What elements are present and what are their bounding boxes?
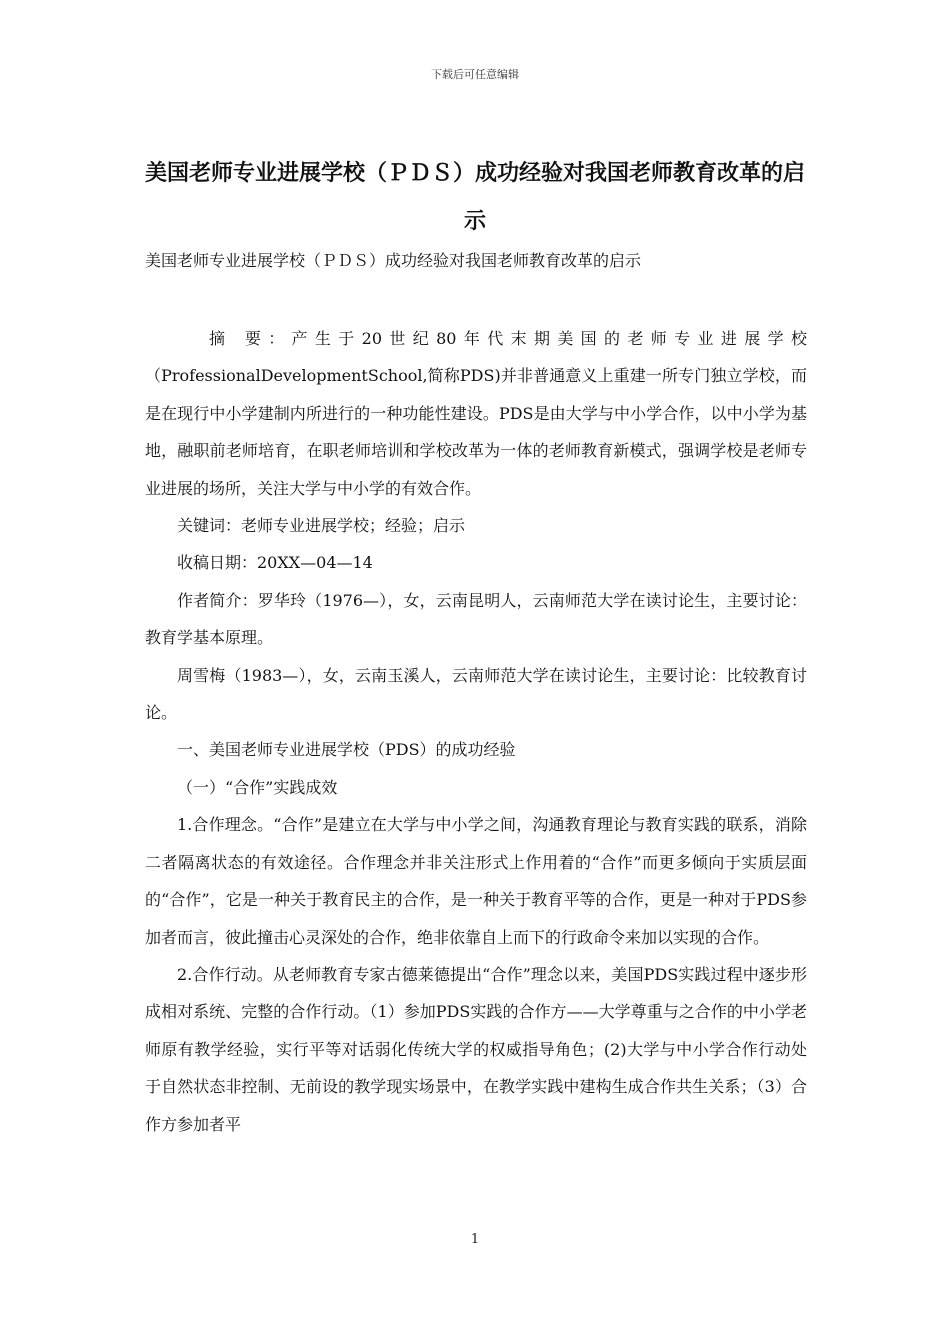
body-paragraph: 2.合作行动。从老师教育专家古德莱德提出“合作”理念以来，美国PDS实践过程中逐步形成相对系统、完整的合作行动。（1）参加PDS实践的合作方——大学尊重与之合作的中小学老师原有教学经验，实行平等对话弱化传统大学的权威指导角色；(2)大学与中小学合作行动处于自然状态非控制、无前设的教学现实场景中，在教学实践中建构生成合作共生关系；（3）合作方参加者平 (145, 964, 807, 1134)
page-number: 1 (470, 1232, 480, 1247)
header-note: 下载后可任意编辑 (431, 68, 519, 81)
document-title: 美国老师专业进展学校（ＰＤＳ）成功经验对我国老师教育改革的启示 (144, 161, 805, 234)
subsection-heading: （一）“合作”实践成效 (177, 777, 338, 797)
second-author-paragraph: 周雪梅（1983—），女，云南玉溪人，云南师范大学在读讨论生，主要讨论：比较教育讨论。 (145, 665, 807, 723)
section-heading: 一、美国老师专业进展学校（PDS）的成功经验 (177, 740, 516, 760)
body-paragraph: 1.合作理念。“合作”是建立在大学与中小学之间，沟通教育理论与教育实践的联系，消除二者隔离状态的有效途径。合作理念并非关注形式上作用着的“合作”而更多倾向于实质层面的“合作”，它是一种关于教育民主的合作，是一种关于教育平等的合作，更是一种对于PDS参加者而言，彼此撞击心灵深处的合作，绝非依靠自上而下的行政命令来加以实现的合作。 (145, 815, 807, 947)
document-body (145, 320, 807, 1143)
received-date-paragraph: 收稿日期：20XX—04—14 (177, 553, 373, 573)
author-bio-paragraph: 作者简介：罗华玲（1976—），女，云南昆明人，云南师范大学在读讨论生，主要讨论：教育学基本原理。 (145, 590, 807, 648)
abstract-paragraph: 摘 要：产生于20世纪80年代末期美国的老师专业进展学校（ProfessionalDevelopmentSchool,简称PDS)并非普通意义上重建一所专门独立学校，而是在现行中小学建制内所进行的一种功能性建设。PDS是由大学与中小学合作，以中小学为基地，融职前老师培育，在职老师培训和学校改革为一体的老师教育新模式，强调学校是老师专业进展的场所，关注大学与中小学的有效合作。 (145, 329, 807, 498)
keywords-paragraph: 关键词：老师专业进展学校；经验；启示 (177, 516, 466, 536)
document-subtitle: 美国老师专业进展学校（ＰＤＳ）成功经验对我国老师教育改革的启示 (145, 251, 642, 270)
